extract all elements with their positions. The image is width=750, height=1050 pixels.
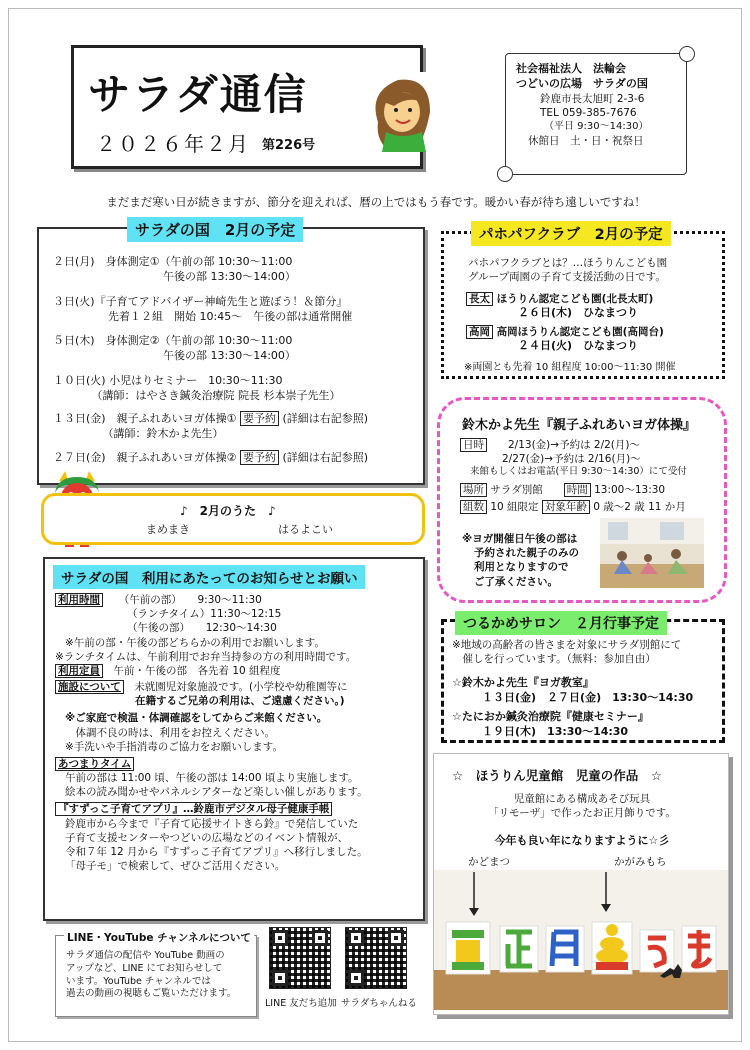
- usage-info-content: [55, 593, 368, 873]
- line-box-text: [66, 950, 236, 1001]
- facility-line: 未就園児対象施設です。(小学校や幼稚園等に: [134, 681, 348, 694]
- sho-block: [500, 926, 538, 972]
- gather-tag: あつまりタイム: [55, 757, 134, 771]
- u-block: [640, 930, 674, 972]
- yoga-place-row: [460, 483, 687, 497]
- org-line: つどいの広場 サラダの国: [516, 76, 648, 90]
- yoga-time: 13:00〜13:30: [594, 484, 666, 497]
- health-note: ※手洗いや手指消毒のご協力をお願いします。: [65, 740, 283, 753]
- line-box-line: います。YouTube チャンネルでは: [66, 975, 211, 987]
- reserve-tag: 要予約: [240, 411, 279, 426]
- yoga-count: 10 組限定: [490, 501, 539, 514]
- yoga-box: [437, 397, 727, 603]
- usage-note: ※午前の部・午後の部どちらかの利用でお願いします。: [65, 636, 325, 649]
- masthead: [71, 45, 423, 169]
- schedule-line: ５日(木) 身体測定②（午前の部 10:30〜11:00: [53, 334, 293, 348]
- salon-event-detail: １９日(木) 13:30〜14:30: [482, 724, 629, 738]
- papa-club-box: [441, 231, 725, 379]
- intro-text: まだまだ寒い日が続きますが、節分を迎えれば、暦の上ではもう春です。暖かい春が待ち遠しいですね！: [106, 195, 646, 209]
- artwork-photo: [434, 870, 728, 1010]
- org-closed-days: 休館日 土・日・祝祭日: [528, 134, 644, 147]
- hourin-description: [434, 792, 730, 820]
- hourin-title: ☆ ほうりん児童館 児童の作品 ☆: [452, 768, 662, 783]
- yoga-date: 2/27(金)→予約は 2/16(月)〜: [502, 453, 641, 466]
- capacity-tag: 利用定員: [55, 664, 103, 678]
- papa-item-event: ２６日(木) ひなまつり: [518, 306, 639, 320]
- schedule-header: サラダの国 2月の予定: [127, 217, 303, 242]
- schedule-line: （講師：鈴木かよ先生）: [53, 426, 224, 440]
- yoga-note-line: 予約された親子のみの: [474, 547, 579, 560]
- papa-tag: 長太: [466, 292, 493, 306]
- yoga-photo: [600, 518, 704, 588]
- app-line: 令和７年 12 月から『すずっこ子育てアプリ』へ移行しました。: [65, 845, 368, 858]
- yoga-reserve: 来館もしくはお電話(平日 9:30〜14:30）にて受付: [470, 466, 687, 478]
- gatsu-block: [546, 926, 584, 972]
- usage-note: ※ランチタイムは、午前利用でお弁当持参の方の利用時間です。: [55, 650, 357, 663]
- kadomatsu-label: かどまつ: [468, 856, 510, 868]
- youtube-qr-code[interactable]: [345, 927, 407, 989]
- gather-line: 午前の部は 11:00 頃、午後の部は 14:00 頃より実施します。: [65, 772, 359, 785]
- yoga-count-tag: 組数: [460, 500, 487, 514]
- reserve-note: (詳細は右記参照): [282, 451, 369, 465]
- yoga-date: 2/13(金)→予約は 2/2(月)〜: [508, 439, 640, 451]
- newsletter-title: サラダ通信: [88, 70, 308, 119]
- song-title: ♪ 2月のうた ♪: [180, 504, 276, 518]
- papa-item-name: [466, 325, 664, 339]
- scroll-curl-decoration: [497, 166, 513, 182]
- salad-schedule-box: [37, 221, 425, 485]
- issue-number: 第226号: [262, 138, 316, 153]
- capacity-text: 午前・午後の部 各先着 10 組程度: [113, 664, 281, 677]
- salon-event-detail: １３日(金) ２７日(金) 13:30〜14:30: [482, 690, 694, 704]
- schedule-line: １０日(火) 小児はりセミナー 10:30〜11:30: [53, 374, 283, 388]
- hourin-wish: 今年も良い年になりますように☆彡: [494, 834, 670, 847]
- yoga-age-tag: 対象年齢: [542, 500, 590, 514]
- app-title-row: [55, 802, 368, 816]
- organization-info: [505, 53, 687, 175]
- salon-header: つるかめサロン ２月行事予定: [455, 611, 667, 635]
- usage-info-header: サラダの国 利用にあたってのお知らせとお願い: [53, 565, 365, 589]
- schedule-line: 先着１２組 開始 10:45〜 午後の部は通常開催: [53, 309, 353, 323]
- mascot-illustration: [364, 72, 436, 152]
- schedule-list: [53, 255, 368, 466]
- papa-intro: [468, 256, 667, 284]
- app-line: 鈴鹿市から今まで『子育て応援サイトきら鈴』で発信していた: [65, 817, 359, 830]
- reserve-note: (詳細は右記参照): [282, 411, 369, 425]
- hourin-line: 児童館にある構成あそび玩具: [513, 793, 651, 805]
- song-name: はるよこい: [278, 523, 333, 536]
- qr-eye-icon: [272, 930, 288, 946]
- yoga-note-line: ご了承ください。: [474, 575, 558, 588]
- schedule-line: ３日(火)『子育てアドバイザー神崎先生と遊ぼう！＆節分』: [53, 294, 348, 308]
- schedule-line: ２日(月) 身体測定①（午前の部 10:30〜11:00: [53, 255, 293, 268]
- line-box-title: LINE・YouTube チャンネルについて: [64, 930, 254, 945]
- hourin-line: 「リモーザ」で作ったお正月飾りです。: [488, 807, 676, 820]
- org-line: 社会福祉法人 法輪会: [516, 62, 626, 75]
- ma-block: [682, 926, 716, 972]
- hours-row: [55, 593, 368, 607]
- yoga-note-line: ※ヨガ開催日午後の部は: [462, 533, 578, 545]
- facility-line: 在籍するご兄弟の利用は、ご遠慮ください。): [135, 695, 345, 708]
- qr-eye-icon: [388, 930, 404, 946]
- schedule-line: 午後の部 13:30〜14:00）: [53, 349, 296, 363]
- line-box-line: アップなど、LINE にてお知らせして: [66, 962, 223, 974]
- org-address: 鈴鹿市長太旭町 2-3-6: [540, 92, 645, 105]
- yoga-time-tag: 時間: [564, 483, 591, 497]
- gather-line: 絵本の読み聞かせやパネルシアターなど楽しい催しがあります。: [65, 786, 368, 799]
- schedule-line-yoga-2: [53, 451, 368, 466]
- yoga-note-line: 利用となりますので: [474, 561, 569, 574]
- gather-row: [55, 757, 368, 771]
- salon-intro: [452, 638, 681, 666]
- papa-tag: 高岡: [466, 325, 493, 339]
- health-note: ※ご家庭で検温・体調確認をしてからご来館ください。: [65, 712, 328, 725]
- line-box-line: 過去の動画の視聴もご覧いただけます。: [66, 988, 237, 1000]
- facility-tag: 施設について: [55, 680, 124, 694]
- yoga-date-row: [460, 438, 687, 452]
- qr-eye-icon: [312, 930, 328, 946]
- qr-eye-icon: [272, 970, 288, 986]
- tsurukame-salon-box: [441, 619, 725, 743]
- qr-eye-icon: [348, 930, 364, 946]
- yoga-note: [462, 532, 579, 589]
- reserve-tag: 要予約: [240, 450, 279, 465]
- yoga-place: サラダ別館: [490, 484, 543, 497]
- app-line: 子育て支援センターやつどいの広場などのイベント情報が、: [65, 831, 349, 844]
- newsletter-page: [8, 8, 742, 1042]
- schedule-line: （講師：はやさき鍼灸治療院 院長 杉本崇子先生）: [53, 388, 341, 402]
- papa-club-header: パホパフクラブ 2月の予定: [471, 221, 671, 246]
- line-qr-code[interactable]: [269, 927, 331, 989]
- papa-intro-line: パホパフクラブとは？…ほうりんこども園: [468, 257, 668, 269]
- health-note: 体調不良の時は、利用をお控えください。: [65, 726, 275, 739]
- qr-eye-icon: [348, 970, 364, 986]
- yoga-title: 鈴木かよ先生『親子ふれあいヨガ体操』: [462, 418, 697, 433]
- line-qr-caption: LINE 友だち追加: [265, 998, 337, 1009]
- org-hours: （平日 9:30〜14:30）: [544, 121, 649, 133]
- scroll-curl-decoration: [679, 46, 695, 62]
- capacity-row: [55, 664, 368, 678]
- papa-item-name: [466, 292, 664, 306]
- papa-note: ※両園とも先着 10 組程度 10:00〜11:30 開催: [464, 362, 676, 373]
- papa-name: 高岡ほうりん認定こども園(高岡台): [496, 326, 664, 339]
- hourin-artwork-box: [433, 753, 729, 1015]
- papa-items: [466, 292, 664, 354]
- papa-name: ほうりん認定こども園(北長太町): [496, 293, 654, 305]
- facility-row: [55, 680, 368, 694]
- yoga-count-row: [460, 500, 687, 514]
- kagamimochi-label: かがみもち: [614, 856, 667, 868]
- hours-line: （午後の部） 12:30〜14:30: [127, 622, 277, 635]
- hours-line: （午前の部） 9:30〜11:30: [124, 594, 262, 606]
- hours-tag: 利用時間: [55, 593, 103, 607]
- yoga-date-tag: 日時: [460, 438, 487, 452]
- kadomatsu-block: [446, 922, 490, 974]
- schedule-line-yoga-1: [53, 412, 368, 427]
- line-youtube-info: [55, 932, 257, 1017]
- yoga-place-tag: 場所: [460, 483, 487, 497]
- song-name: まめまき: [146, 523, 190, 536]
- salon-events: [452, 676, 693, 739]
- monthly-song-box: [41, 493, 425, 545]
- youtube-qr-caption: サラダちゃんねる: [341, 998, 417, 1009]
- schedule-text: １３日(金) 親子ふれあいヨガ体操①: [53, 411, 237, 425]
- salon-intro-line: ※地域の高齢者の皆さまを対象にサラダ別館にて: [452, 639, 682, 651]
- org-phone: TEL 059-385-7676: [540, 106, 637, 119]
- schedule-text: ２７日(金) 親子ふれあいヨガ体操②: [53, 451, 237, 465]
- papa-item-event: ２４日(火) ひなまつり: [518, 339, 639, 353]
- issue-date: ２０２６年２月: [96, 132, 250, 156]
- salon-event-title: ☆鈴木かよ先生『ヨガ教室』: [452, 676, 594, 689]
- app-title: 『すずっこ子育てアプリ』…鈴鹿市デジタル母子健康手帳: [55, 802, 332, 816]
- salon-event-title: ☆たにおか鍼灸治療院『健康セミナー』: [452, 709, 649, 723]
- kagamimochi-block: [592, 922, 632, 974]
- app-line: 「母子モ」で検索して、ぜひご活用ください。: [65, 860, 286, 873]
- papa-intro-line: グループ両園の子育て支援活動の日です。: [468, 271, 666, 284]
- usage-info-box: [43, 557, 425, 921]
- salon-intro-line: 催しを行っています。（無料：参加自由）: [452, 653, 656, 666]
- yoga-age: 0 歳〜2 歳 11 か月: [593, 501, 686, 514]
- line-box-line: サラダ通信の配信や YouTube 動画の: [66, 950, 225, 961]
- yoga-details: [460, 438, 687, 515]
- hours-line: （ランチタイム）11:30〜12:15: [127, 608, 282, 621]
- schedule-line: 午後の部 13:30〜14:00）: [53, 269, 296, 283]
